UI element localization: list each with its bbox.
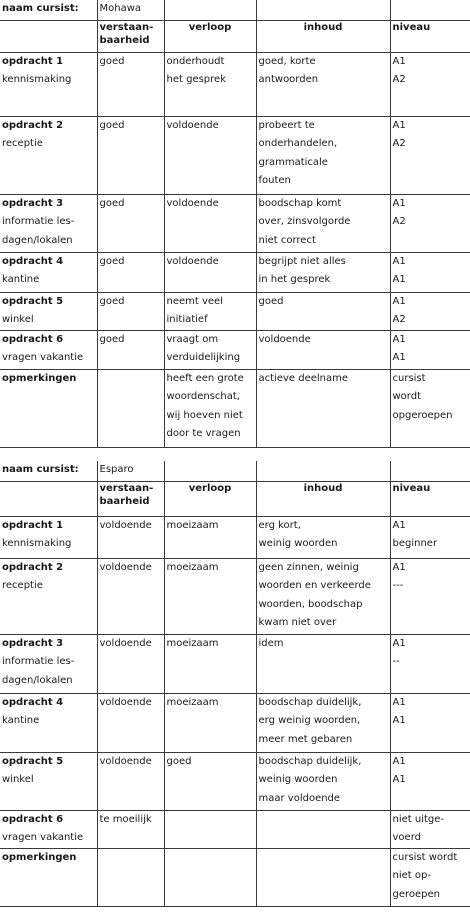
cell-content: probeert te onderhandelen, grammaticale fouten	[256, 116, 390, 194]
cell-course: neemt veel initiatief	[164, 292, 256, 330]
row-subtitle: winkel	[2, 314, 34, 325]
row-label	[0, 369, 97, 447]
cell-content: erg kort, weinig woorden	[256, 516, 390, 558]
row-subtitle: kennismaking	[2, 538, 72, 549]
header-level: niveau	[390, 20, 470, 52]
cell-comprehensibility: goed	[97, 116, 164, 194]
row-label	[0, 634, 97, 693]
cell-level: A1 A2	[390, 292, 470, 330]
cell-content: actieve deelname	[256, 369, 390, 447]
header-course: verloop	[164, 481, 256, 516]
cell-level: A1 A1	[390, 330, 470, 369]
cell-course: voldoende	[164, 116, 256, 194]
evaluation-table-1	[0, 0, 470, 448]
table-row	[0, 558, 470, 634]
column-header-row	[0, 481, 470, 516]
cell-comprehensibility: voldoende	[97, 693, 164, 752]
cell-comprehensibility: goed	[97, 292, 164, 330]
cell-level: A1 A1	[390, 252, 470, 292]
row-label	[0, 848, 97, 906]
table-row	[0, 52, 470, 116]
table-row	[0, 194, 470, 252]
cell-comprehensibility: goed	[97, 194, 164, 252]
header-comprehensibility: verstaan- baarheid	[97, 20, 164, 52]
cell-comprehensibility: voldoende	[97, 516, 164, 558]
student-name: Mohawa	[97, 0, 164, 20]
column-header-row	[0, 20, 470, 52]
cell-comprehensibility	[97, 848, 164, 906]
remarks-row	[0, 369, 470, 447]
cell-course: goed	[164, 752, 256, 810]
table-row	[0, 516, 470, 558]
cell-level: A1 beginner	[390, 516, 470, 558]
row-subtitle: kantine	[2, 715, 40, 726]
table-row	[0, 116, 470, 194]
row-title: opdracht 5	[2, 295, 64, 307]
cell-course: moeizaam	[164, 558, 256, 634]
cell-comprehensibility: goed	[97, 330, 164, 369]
cell-comprehensibility: te moeilijk	[97, 810, 164, 848]
cell-comprehensibility: voldoende	[97, 634, 164, 693]
row-subtitle: winkel	[2, 774, 34, 785]
cell-level: niet uitge- voerd	[390, 810, 470, 848]
cell-course	[164, 848, 256, 906]
cell-comprehensibility: voldoende	[97, 752, 164, 810]
row-subtitle: receptie	[2, 138, 43, 149]
row-subtitle: kantine	[2, 274, 40, 285]
row-subtitle: vragen vakantie	[2, 832, 84, 843]
cell-content: begrijpt niet alles in het gesprek	[256, 252, 390, 292]
row-title: opdracht 2	[2, 119, 64, 131]
row-label	[0, 330, 97, 369]
cell-level: A1 ---	[390, 558, 470, 634]
cell-comprehensibility: goed	[97, 252, 164, 292]
cell-course: moeizaam	[164, 693, 256, 752]
cell-course: voldoende	[164, 194, 256, 252]
row-title: opdracht 4	[2, 696, 64, 708]
row-title: opmerkingen	[2, 372, 77, 384]
row-label	[0, 292, 97, 330]
cell-course	[164, 810, 256, 848]
row-label	[0, 752, 97, 810]
header-comprehensibility: verstaan- baarheid	[97, 481, 164, 516]
header-level: niveau	[390, 481, 470, 516]
row-title: opmerkingen	[2, 851, 77, 863]
cell-level: A1 A2	[390, 116, 470, 194]
row-label	[0, 558, 97, 634]
row-label	[0, 516, 97, 558]
student-name-row	[0, 0, 470, 20]
table-row	[0, 330, 470, 369]
cell-level: A1 A1	[390, 752, 470, 810]
cell-level: cursist wordt niet op- geroepen	[390, 848, 470, 906]
row-title: opdracht 6	[2, 813, 64, 825]
table-row	[0, 634, 470, 693]
cell-content: boodschap duidelijk, weinig woorden maar voldoende	[256, 752, 390, 810]
table-row	[0, 752, 470, 810]
cell-content: boodschap komt over, zinsvolgorde niet correct	[256, 194, 390, 252]
cell-content: voldoende	[256, 330, 390, 369]
row-subtitle: vragen vakantie	[2, 352, 84, 363]
cell-level: A1 A1	[390, 693, 470, 752]
cell-course: voldoende	[164, 252, 256, 292]
cell-content	[256, 810, 390, 848]
cell-comprehensibility: voldoende	[97, 558, 164, 634]
row-title: opdracht 2	[2, 561, 64, 573]
cell-level: A1 A2	[390, 194, 470, 252]
cell-level: A1 --	[390, 634, 470, 693]
row-title: opdracht 4	[2, 255, 64, 267]
row-title: opdracht 1	[2, 55, 64, 67]
row-title: opdracht 6	[2, 333, 64, 345]
row-label	[0, 194, 97, 252]
table-row	[0, 252, 470, 292]
cell-course: moeizaam	[164, 634, 256, 693]
cell-content: goed, korte antwoorden	[256, 52, 390, 116]
student-name: Esparo	[97, 461, 164, 481]
cell-content: idem	[256, 634, 390, 693]
row-label	[0, 116, 97, 194]
cell-course: vraagt om verduidelijking	[164, 330, 256, 369]
header-content: inhoud	[256, 20, 390, 52]
remarks-row	[0, 848, 470, 906]
row-label	[0, 810, 97, 848]
cell-level: cursist wordt opgeroepen	[390, 369, 470, 447]
row-label	[0, 52, 97, 116]
table-row	[0, 810, 470, 848]
student-name-row	[0, 461, 470, 481]
row-title: opdracht 1	[2, 519, 64, 531]
cell-comprehensibility: goed	[97, 52, 164, 116]
header-course: verloop	[164, 20, 256, 52]
student-label: naam cursist:	[0, 0, 97, 20]
cell-course: heeft een grote woordenschat, wij hoeven niet door te vragen	[164, 369, 256, 447]
cell-course: onderhoudt het gesprek	[164, 52, 256, 116]
cell-course: moeizaam	[164, 516, 256, 558]
row-title: opdracht 5	[2, 755, 64, 767]
row-title: opdracht 3	[2, 637, 64, 649]
table-separator	[0, 449, 470, 461]
row-subtitle: informatie les- dagen/lokalen	[2, 216, 75, 246]
table-row	[0, 693, 470, 752]
row-subtitle: informatie les- dagen/lokalen	[2, 656, 75, 686]
row-subtitle: kennismaking	[2, 74, 72, 85]
cell-content: boodschap duidelijk, erg weinig woorden, meer met gebaren	[256, 693, 390, 752]
row-label	[0, 693, 97, 752]
table-row	[0, 292, 470, 330]
row-title: opdracht 3	[2, 197, 64, 209]
cell-content: geen zinnen, weinig woorden en verkeerde woorden, boodschap kwam niet over	[256, 558, 390, 634]
row-subtitle: receptie	[2, 580, 43, 591]
evaluation-table-2	[0, 461, 470, 907]
row-label	[0, 252, 97, 292]
cell-content: goed	[256, 292, 390, 330]
header-content: inhoud	[256, 481, 390, 516]
cell-comprehensibility	[97, 369, 164, 447]
cell-content	[256, 848, 390, 906]
cell-level: A1 A2	[390, 52, 470, 116]
student-label: naam cursist:	[0, 461, 97, 481]
